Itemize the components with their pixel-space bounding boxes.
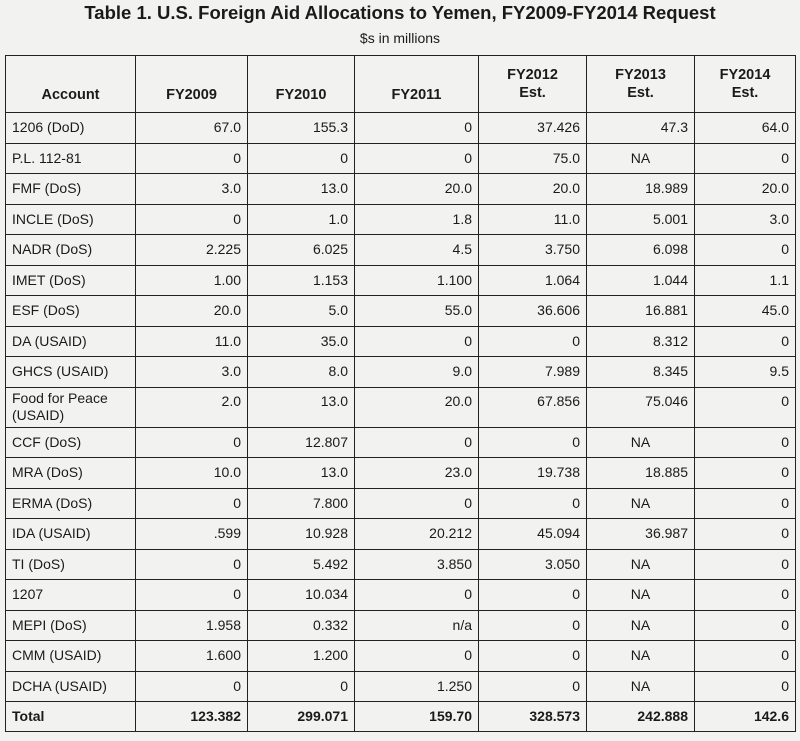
table-row bbox=[6, 265, 796, 296]
value-cell: 20.0 bbox=[479, 174, 587, 205]
value-cell: 0 bbox=[479, 610, 587, 641]
value-cell: 0 bbox=[355, 326, 479, 357]
value-cell: 1.153 bbox=[248, 265, 355, 296]
value-cell: NA bbox=[587, 143, 695, 174]
account-cell: ESF (DoS) bbox=[6, 296, 136, 327]
value-cell: NA bbox=[587, 549, 695, 580]
table-row bbox=[6, 143, 796, 174]
value-cell: 1.200 bbox=[248, 641, 355, 672]
header-fy2010: FY2010 bbox=[248, 56, 355, 113]
value-cell: 6.098 bbox=[587, 235, 695, 266]
total-row bbox=[6, 702, 796, 732]
value-cell: 5.0 bbox=[248, 296, 355, 327]
table-header bbox=[6, 56, 796, 113]
total-value-cell: 242.888 bbox=[587, 702, 695, 732]
table-row bbox=[6, 235, 796, 266]
value-cell: 1.064 bbox=[479, 265, 587, 296]
value-cell: 0 bbox=[695, 458, 796, 489]
value-cell: 20.0 bbox=[355, 174, 479, 205]
value-cell: 0 bbox=[695, 641, 796, 672]
value-cell: 1.1 bbox=[695, 265, 796, 296]
value-cell: 36.987 bbox=[587, 519, 695, 550]
value-cell: 6.025 bbox=[248, 235, 355, 266]
value-cell: 10.034 bbox=[248, 580, 355, 611]
table-row bbox=[6, 357, 796, 388]
value-cell: 8.345 bbox=[587, 357, 695, 388]
account-cell: P.L. 112-81 bbox=[6, 143, 136, 174]
table-row bbox=[6, 580, 796, 611]
value-cell: 18.989 bbox=[587, 174, 695, 205]
value-cell: 23.0 bbox=[355, 458, 479, 489]
account-cell: IMET (DoS) bbox=[6, 265, 136, 296]
table-row bbox=[6, 387, 796, 427]
value-cell: 9.0 bbox=[355, 357, 479, 388]
value-cell: 8.312 bbox=[587, 326, 695, 357]
value-cell: 4.5 bbox=[355, 235, 479, 266]
value-cell: 64.0 bbox=[695, 113, 796, 144]
value-cell: 0 bbox=[695, 488, 796, 519]
account-cell: FMF (DoS) bbox=[6, 174, 136, 205]
value-cell: 36.606 bbox=[479, 296, 587, 327]
account-cell: TI (DoS) bbox=[6, 549, 136, 580]
value-cell: 75.0 bbox=[479, 143, 587, 174]
value-cell: 3.0 bbox=[136, 174, 248, 205]
value-cell: 67.856 bbox=[479, 387, 587, 427]
account-cell: MEPI (DoS) bbox=[6, 610, 136, 641]
value-cell: 1.600 bbox=[136, 641, 248, 672]
value-cell: 1.00 bbox=[136, 265, 248, 296]
value-cell: 0 bbox=[479, 427, 587, 458]
value-cell: 155.3 bbox=[248, 113, 355, 144]
account-cell: DA (USAID) bbox=[6, 326, 136, 357]
value-cell: 20.0 bbox=[355, 387, 479, 427]
account-cell: CMM (USAID) bbox=[6, 641, 136, 672]
value-cell: 16.881 bbox=[587, 296, 695, 327]
value-cell: 0 bbox=[695, 427, 796, 458]
value-cell: 11.0 bbox=[136, 326, 248, 357]
value-cell: 1.044 bbox=[587, 265, 695, 296]
value-cell: 0 bbox=[136, 549, 248, 580]
value-cell: 0 bbox=[695, 519, 796, 550]
account-cell: MRA (DoS) bbox=[6, 458, 136, 489]
value-cell: 37.426 bbox=[479, 113, 587, 144]
value-cell: NA bbox=[587, 641, 695, 672]
account-cell: CCF (DoS) bbox=[6, 427, 136, 458]
value-cell: 0 bbox=[355, 580, 479, 611]
header-fy2012: FY2012 Est. bbox=[479, 56, 587, 113]
table-row bbox=[6, 488, 796, 519]
table-row bbox=[6, 113, 796, 144]
account-cell: GHCS (USAID) bbox=[6, 357, 136, 388]
value-cell: 2.225 bbox=[136, 235, 248, 266]
value-cell: NA bbox=[587, 671, 695, 702]
value-cell: n/a bbox=[355, 610, 479, 641]
value-cell: 5.001 bbox=[587, 204, 695, 235]
value-cell: 0 bbox=[355, 113, 479, 144]
table-row bbox=[6, 671, 796, 702]
value-cell: 0 bbox=[479, 641, 587, 672]
header-fy2014: FY2014 Est. bbox=[695, 56, 796, 113]
account-cell: 1206 (DoD) bbox=[6, 113, 136, 144]
value-cell: 35.0 bbox=[248, 326, 355, 357]
value-cell: 0 bbox=[695, 235, 796, 266]
value-cell: 19.738 bbox=[479, 458, 587, 489]
value-cell: 3.050 bbox=[479, 549, 587, 580]
value-cell: 0 bbox=[695, 610, 796, 641]
value-cell: 0 bbox=[695, 580, 796, 611]
value-cell: 13.0 bbox=[248, 458, 355, 489]
value-cell: NA bbox=[587, 488, 695, 519]
table-row bbox=[6, 641, 796, 672]
table-row bbox=[6, 296, 796, 327]
account-cell: IDA (USAID) bbox=[6, 519, 136, 550]
value-cell: 0.332 bbox=[248, 610, 355, 641]
value-cell: 8.0 bbox=[248, 357, 355, 388]
header-fy2011: FY2011 bbox=[355, 56, 479, 113]
value-cell: 0 bbox=[136, 580, 248, 611]
value-cell: 0 bbox=[695, 326, 796, 357]
total-value-cell: 123.382 bbox=[136, 702, 248, 732]
table-row bbox=[6, 204, 796, 235]
value-cell: 0 bbox=[136, 143, 248, 174]
header-fy2009: FY2009 bbox=[136, 56, 248, 113]
value-cell: 0 bbox=[695, 143, 796, 174]
value-cell: NA bbox=[587, 610, 695, 641]
value-cell: 9.5 bbox=[695, 357, 796, 388]
value-cell: 10.0 bbox=[136, 458, 248, 489]
aid-allocations-table bbox=[5, 55, 796, 732]
value-cell: 11.0 bbox=[479, 204, 587, 235]
value-cell: 45.094 bbox=[479, 519, 587, 550]
value-cell: .599 bbox=[136, 519, 248, 550]
header-row bbox=[6, 56, 796, 113]
value-cell: 1.250 bbox=[355, 671, 479, 702]
account-cell: ERMA (DoS) bbox=[6, 488, 136, 519]
total-value-cell: 159.70 bbox=[355, 702, 479, 732]
value-cell: 20.0 bbox=[695, 174, 796, 205]
value-cell: 12.807 bbox=[248, 427, 355, 458]
value-cell: 3.850 bbox=[355, 549, 479, 580]
value-cell: 20.0 bbox=[136, 296, 248, 327]
value-cell: 1.100 bbox=[355, 265, 479, 296]
value-cell: 3.0 bbox=[136, 357, 248, 388]
table-row bbox=[6, 549, 796, 580]
table-subtitle: $s in millions bbox=[359, 30, 441, 46]
account-cell: 1207 bbox=[6, 580, 136, 611]
value-cell: 0 bbox=[248, 671, 355, 702]
value-cell: 7.800 bbox=[248, 488, 355, 519]
value-cell: 5.492 bbox=[248, 549, 355, 580]
value-cell: 3.0 bbox=[695, 204, 796, 235]
table-title: Table 1. U.S. Foreign Aid Allocations to Yemen, FY2009-FY2014 Request bbox=[84, 2, 716, 23]
value-cell: 0 bbox=[136, 671, 248, 702]
value-cell: 1.0 bbox=[248, 204, 355, 235]
value-cell: NA bbox=[587, 580, 695, 611]
value-cell: 0 bbox=[355, 641, 479, 672]
table-row bbox=[6, 610, 796, 641]
value-cell: 67.0 bbox=[136, 113, 248, 144]
value-cell: 2.0 bbox=[136, 387, 248, 427]
value-cell: 10.928 bbox=[248, 519, 355, 550]
value-cell: 47.3 bbox=[587, 113, 695, 144]
value-cell: 0 bbox=[136, 488, 248, 519]
value-cell: 13.0 bbox=[248, 387, 355, 427]
value-cell: 45.0 bbox=[695, 296, 796, 327]
total-label: Total bbox=[6, 702, 136, 732]
value-cell: 13.0 bbox=[248, 174, 355, 205]
value-cell: 0 bbox=[355, 427, 479, 458]
value-cell: 0 bbox=[136, 204, 248, 235]
value-cell: 0 bbox=[355, 488, 479, 519]
value-cell: 0 bbox=[248, 143, 355, 174]
table-row bbox=[6, 427, 796, 458]
value-cell: 1.958 bbox=[136, 610, 248, 641]
total-value-cell: 142.6 bbox=[695, 702, 796, 732]
value-cell: NA bbox=[587, 427, 695, 458]
total-value-cell: 299.071 bbox=[248, 702, 355, 732]
value-cell: 0 bbox=[136, 427, 248, 458]
value-cell: 55.0 bbox=[355, 296, 479, 327]
header-fy2013: FY2013 Est. bbox=[587, 56, 695, 113]
value-cell: 0 bbox=[695, 549, 796, 580]
table-body bbox=[6, 113, 796, 732]
account-cell: Food for Peace (USAID) bbox=[6, 387, 136, 427]
value-cell: 3.750 bbox=[479, 235, 587, 266]
value-cell: 0 bbox=[695, 671, 796, 702]
table-row bbox=[6, 174, 796, 205]
value-cell: 0 bbox=[479, 488, 587, 519]
value-cell: 0 bbox=[695, 387, 796, 427]
account-cell: INCLE (DoS) bbox=[6, 204, 136, 235]
value-cell: 0 bbox=[479, 671, 587, 702]
table-row bbox=[6, 326, 796, 357]
value-cell: 1.8 bbox=[355, 204, 479, 235]
value-cell: 0 bbox=[479, 326, 587, 357]
table-row bbox=[6, 458, 796, 489]
account-cell: NADR (DoS) bbox=[6, 235, 136, 266]
value-cell: 20.212 bbox=[355, 519, 479, 550]
value-cell: 75.046 bbox=[587, 387, 695, 427]
value-cell: 0 bbox=[479, 580, 587, 611]
table-row bbox=[6, 519, 796, 550]
account-cell: DCHA (USAID) bbox=[6, 671, 136, 702]
value-cell: 0 bbox=[355, 143, 479, 174]
total-value-cell: 328.573 bbox=[479, 702, 587, 732]
value-cell: 18.885 bbox=[587, 458, 695, 489]
value-cell: 7.989 bbox=[479, 357, 587, 388]
header-account: Account bbox=[6, 56, 136, 113]
